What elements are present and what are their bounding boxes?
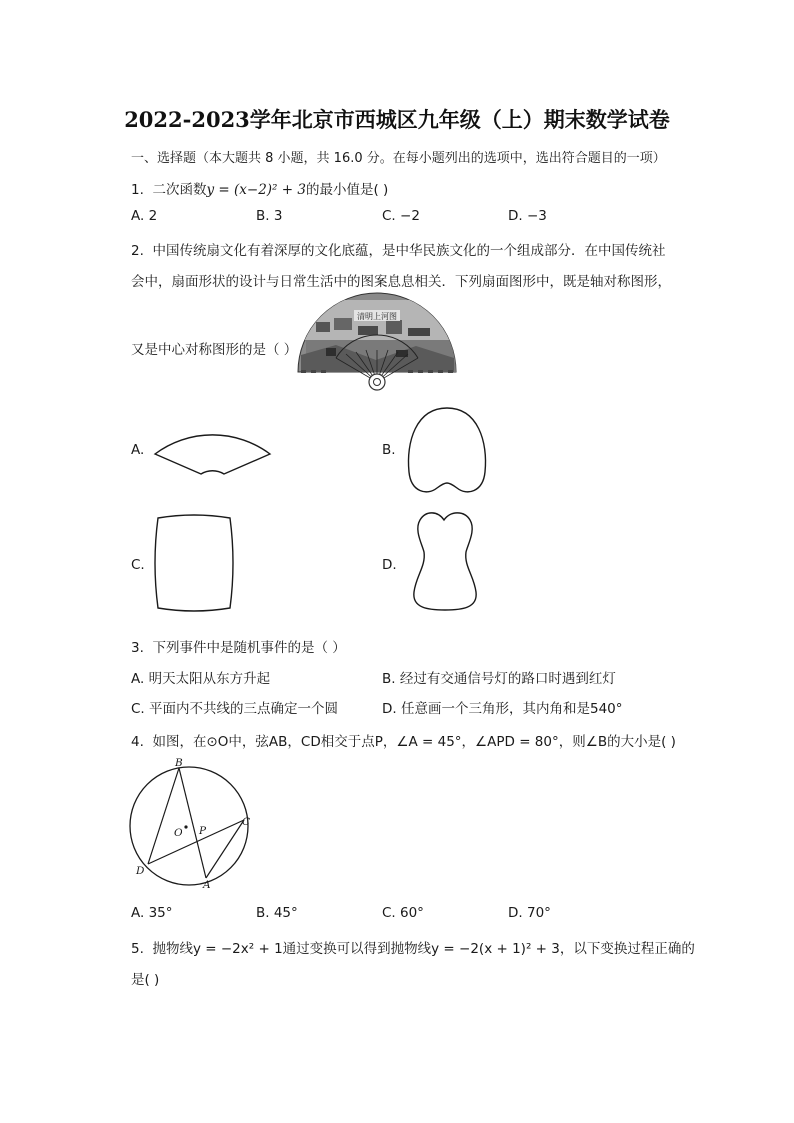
question-1-number: 1. xyxy=(131,182,144,198)
figure-label-b: B xyxy=(175,757,183,769)
fan-painting-caption: 清明上河图 xyxy=(357,312,397,321)
fan-shape-rounded-rectangle xyxy=(150,514,238,612)
figure-label-o: O xyxy=(174,827,183,839)
circle-geometry-figure xyxy=(126,758,266,892)
fan-shape-sector xyxy=(152,416,274,478)
question-2-option-a-label: A. xyxy=(131,442,145,458)
question-2-option-b-label: B. xyxy=(382,442,396,458)
question-3-option-c: C. 平面内不共线的三点确定一个圆 xyxy=(131,701,339,717)
question-2-line-3: 又是中心对称图形的是（ ） xyxy=(131,342,298,358)
question-4-option-d: D. 70° xyxy=(508,905,551,921)
question-4-stem xyxy=(131,730,676,750)
question-5-number: 5. xyxy=(131,941,144,957)
question-1-stem xyxy=(131,178,388,198)
question-5-line-2: 是( ) xyxy=(131,972,160,988)
figure-label-a: A xyxy=(203,879,211,891)
question-2-text-1: 中国传统扇文化有着深厚的文化底蕴，是中华民族文化的一个组成部分．在中国传统社 xyxy=(152,243,666,259)
question-3-text: 下列事件中是随机事件的是（ ） xyxy=(152,640,346,656)
page-title: 2022-2023学年北京市西城区九年级（上）期末数学试卷 xyxy=(124,107,670,132)
question-2-option-d-label: D. xyxy=(382,557,397,573)
question-3-option-d: D. 任意画一个三角形，其内角和是540° xyxy=(382,701,623,717)
question-5-text-1: 抛物线y = −2x² + 1通过变换可以得到抛物线y = −2(x + 1)² + 3，以下变换过程正确的 xyxy=(152,941,695,957)
question-1-formula: y = (x−2)² + 3 xyxy=(206,182,306,198)
figure-label-d: D xyxy=(136,865,145,877)
fan-shape-round xyxy=(403,404,491,500)
question-4-option-b: B. 45° xyxy=(256,905,298,921)
question-3-option-a: A. 明天太阳从东方升起 xyxy=(131,671,271,687)
question-3-stem xyxy=(131,636,346,656)
question-1-suffix: 的最小值是( ) xyxy=(305,182,389,198)
question-3-number: 3. xyxy=(131,640,144,656)
question-2-line-1 xyxy=(131,239,665,259)
figure-label-c: C xyxy=(242,816,251,828)
question-4-option-c: C. 60° xyxy=(382,905,424,921)
figure-label-p: P xyxy=(199,825,207,837)
question-4-option-a: A. 35° xyxy=(131,905,173,921)
question-1-option-d: D. −3 xyxy=(508,208,547,224)
question-2-option-c-label: C. xyxy=(131,557,145,573)
question-3-option-b: B. 经过有交通信号灯的路口时遇到红灯 xyxy=(382,671,616,687)
section-heading-choice: 一、选择题（本大题共 8 小题，共 16.0 分。在每小题列出的选项中，选出符合题目的一项） xyxy=(131,151,666,166)
question-2-number: 2. xyxy=(131,243,144,259)
question-4-number: 4. xyxy=(131,734,144,750)
question-1-option-b: B. 3 xyxy=(256,208,283,224)
question-1-option-a: A. 2 xyxy=(131,208,158,224)
fan-shape-lobed xyxy=(404,508,486,614)
question-4-text: 如图，在⊙O中，弦AB，CD相交于点P，∠A = 45°，∠APD = 80°，则∠B的大小是( ) xyxy=(152,734,676,750)
question-1-option-c: C. −2 xyxy=(382,208,420,224)
question-1-prefix: 二次函数 xyxy=(152,182,207,198)
question-5-line-1 xyxy=(131,937,695,957)
question-2-line-2: 会中，扇面形状的设计与日常生活中的图案息息相关．下列扇面图形中，既是轴对称图形， xyxy=(131,274,671,290)
fan-painting-image xyxy=(296,300,458,392)
